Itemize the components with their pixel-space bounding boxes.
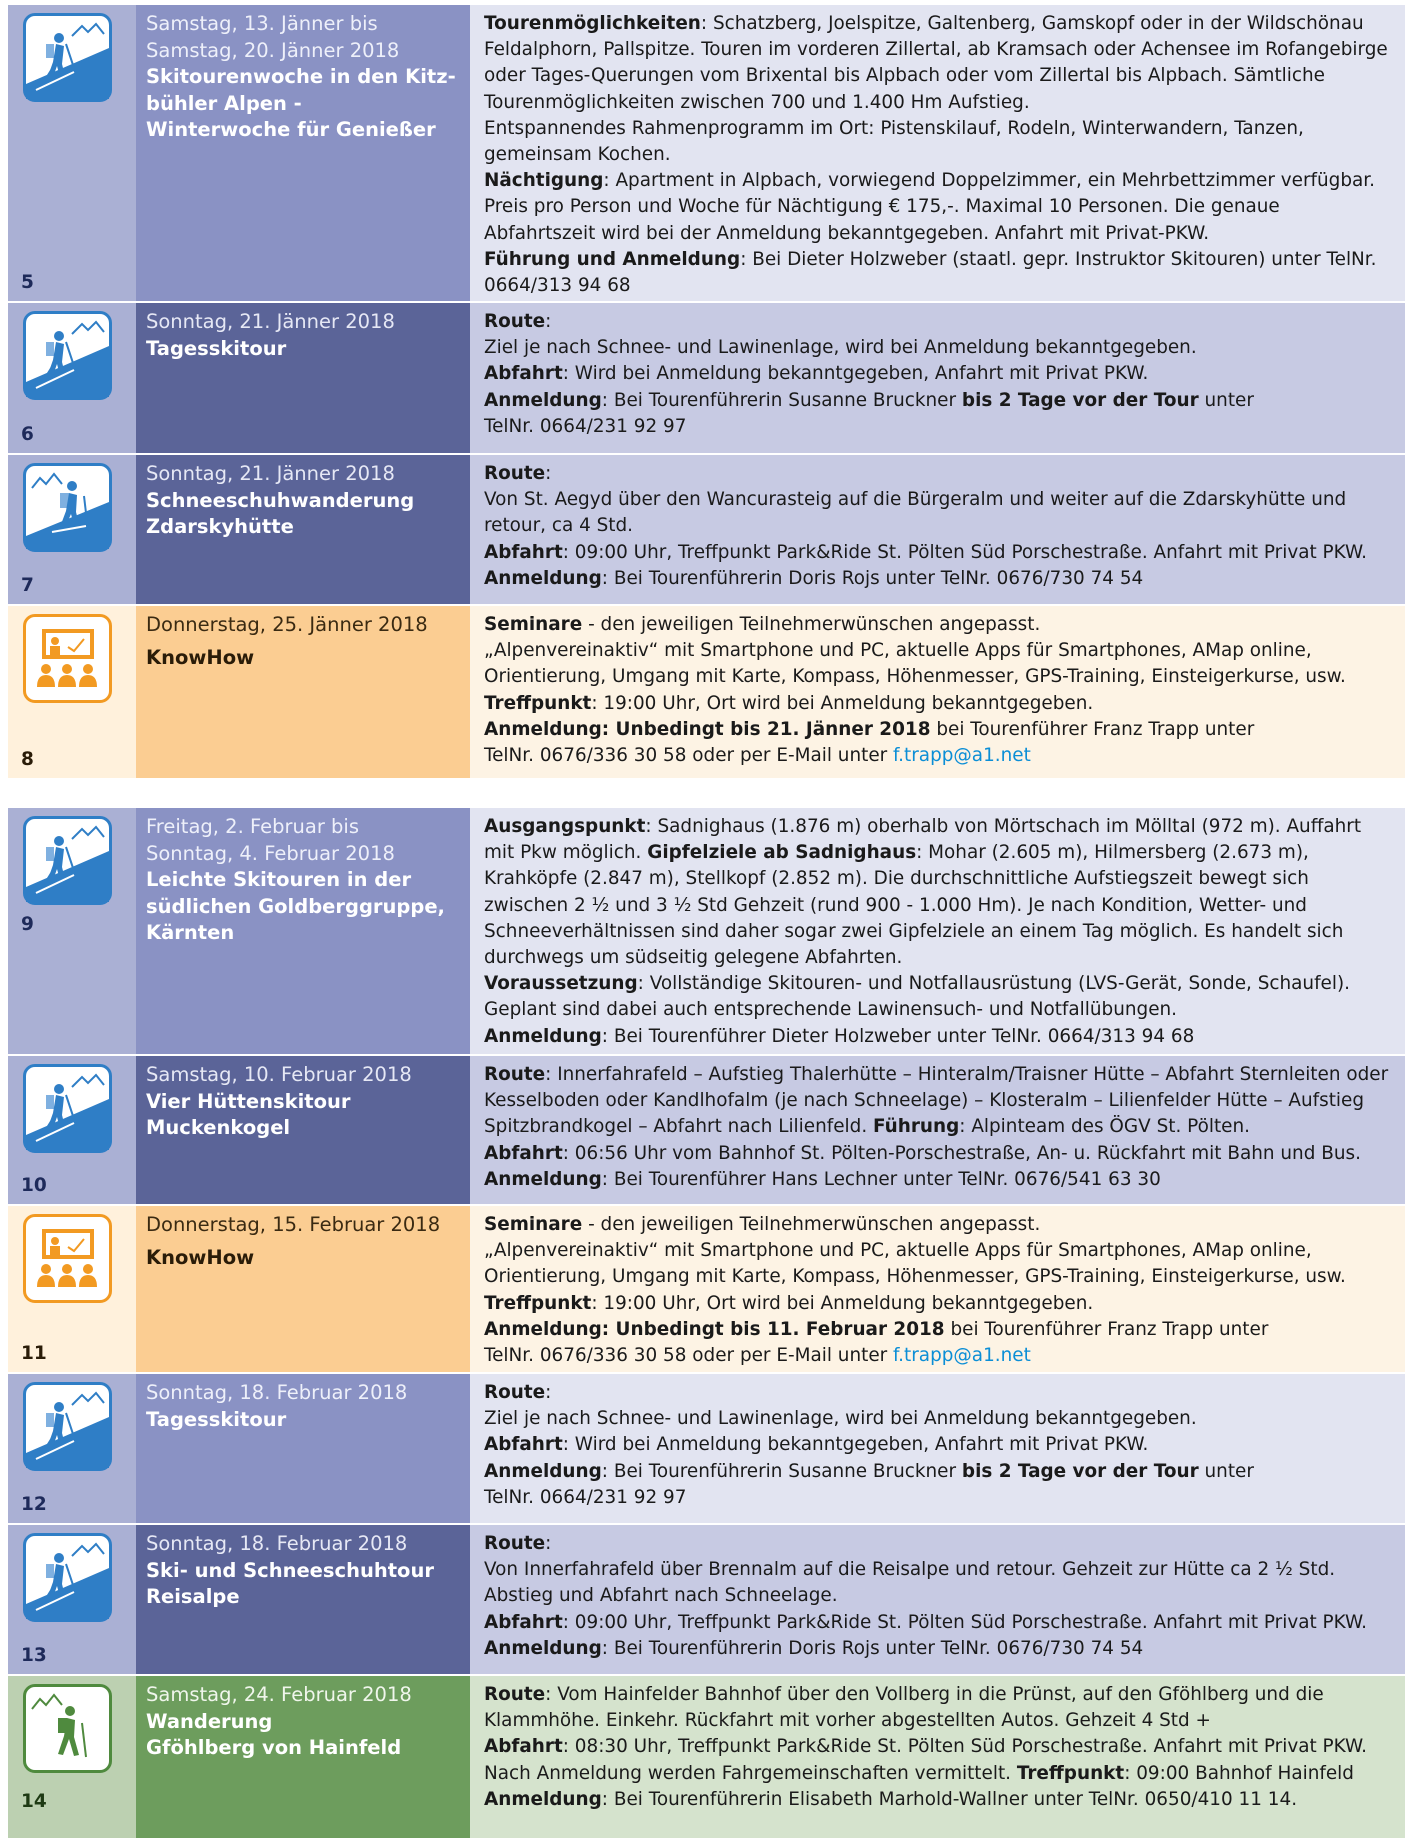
skitour-icon — [23, 816, 112, 905]
event-description: Route: Vom Hainfelder Bahnhof über den Vollberg in die Prünst, auf den Gföhlberg und die Klammhöhe. Einkehr. Rückfahrt mit vorher abgestellten Autos. Gehzeit 4 Std + Abfahrt: 08:30 Uhr, Treffpunkt Park&Ride St. Pölten Süd Porschestraße. Anfahrt mit Privat PKW. Nach Anmeldung werden Fahrgemeinschaften vermittelt. Treffpunkt: 09:00 Bahnhof Hainfeld Anmeldung: Bei Tourenführerin Elisabeth Marhold-Wallner unter TelNr. 0650/410 11 14. — [470, 1676, 1405, 1838]
event-title: bühler Alpen - — [146, 91, 302, 115]
event-date: Freitag, 2. Februar bis — [146, 815, 359, 838]
event-date: Samstag, 10. Februar 2018 — [146, 1063, 412, 1086]
event-title-cell — [136, 808, 470, 1054]
event-title-cell — [136, 1206, 470, 1372]
event-title: Zdarskyhütte — [146, 515, 294, 538]
icon-cell — [8, 1056, 136, 1204]
event-title: Skitourenwoche in den Kitz- — [146, 65, 456, 88]
event-title: Tagesskitour — [146, 1407, 287, 1431]
skitour-icon — [23, 1064, 112, 1153]
event-date: Samstag, 13. Jänner bis — [146, 12, 378, 35]
event-date: Sonntag, 21. Jänner 2018 — [146, 310, 395, 333]
event-date: Sonntag, 18. Februar 2018 — [146, 1532, 408, 1555]
event-date: Samstag, 24. Februar 2018 — [146, 1683, 412, 1706]
event-description: Route: Von Innerfahrafeld über Brennalm auf die Reisalpe und retour. Gehzeit zur Hütte ca 2 ½ Std. Abstieg und Abfahrt nach Schneelage. Abfahrt: 09:00 Uhr, Treffpunkt Park&Ride St. Pölten Süd Porschestraße. Anfahrt mit Privat PKW. Anmeldung: Bei Tourenführerin Doris Rojs unter TelNr. 0676/730 74 54 — [470, 1525, 1405, 1674]
event-number: 11 — [21, 1343, 47, 1364]
event-title-cell — [136, 303, 470, 453]
event-title: KnowHow — [146, 645, 255, 669]
event-title: KnowHow — [146, 1245, 255, 1269]
event-number: 8 — [21, 749, 34, 770]
event-row-5 — [8, 5, 1405, 303]
event-title: Leichte Skitouren in der — [146, 868, 412, 891]
event-title-cell — [136, 5, 470, 301]
event-number: 10 — [21, 1175, 47, 1196]
event-title-cell — [136, 1374, 470, 1523]
event-date: Sonntag, 18. Februar 2018 — [146, 1381, 408, 1404]
event-number: 12 — [21, 1494, 47, 1515]
event-date: Samstag, 20. Jänner 2018 — [146, 38, 400, 62]
skitour-icon — [23, 1382, 112, 1471]
event-date: Sonntag, 4. Februar 2018 — [146, 841, 395, 865]
icon-cell — [8, 606, 136, 778]
event-row-11 — [8, 1206, 1405, 1374]
event-row-12 — [8, 1374, 1405, 1525]
event-title-cell — [136, 1676, 470, 1838]
event-title-cell — [136, 1056, 470, 1204]
snowshoe-hiker-icon — [23, 463, 112, 552]
seminar-icon — [23, 614, 112, 703]
event-date: Donnerstag, 25. Jänner 2018 — [146, 613, 428, 636]
email-link[interactable]: f.trapp@a1.net — [893, 745, 1031, 767]
event-row-9 — [8, 808, 1405, 1056]
hiker-icon — [23, 1684, 112, 1773]
event-row-7 — [8, 455, 1405, 606]
icon-cell — [8, 455, 136, 604]
event-description: Seminare - den jeweiligen Teilnehmerwünschen angepasst. „Alpenvereinaktiv“ mit Smartphone und PC, aktuelle Apps für Smartphones, AMap online, Orientierung, Umgang mit Karte, Kompass, Höhenmesser, GPS-Training, Einsteigerkurse, usw. Treffpunkt: 19:00 Uhr, Ort wird bei Anmeldung bekanntgegeben. Anmeldung: Unbedingt bis 11. Februar 2018 bei Tourenführer Franz Trapp unter TelNr. 0676/336 30 58 oder per E-Mail unter f.trapp@a1.net — [470, 1206, 1405, 1372]
email-link[interactable]: f.trapp@a1.net — [893, 1345, 1031, 1367]
event-title: Reisalpe — [146, 1585, 240, 1608]
skitour-icon — [23, 1533, 112, 1622]
event-row-14 — [8, 1676, 1405, 1838]
event-number: 14 — [21, 1791, 47, 1812]
event-title: Vier Hüttenskitour — [146, 1089, 351, 1113]
event-title: Schneeschuhwanderung — [146, 488, 415, 512]
event-title: südlichen Goldberggruppe, — [146, 894, 445, 918]
event-row-6 — [8, 303, 1405, 455]
icon-cell — [8, 1374, 136, 1523]
event-number: 7 — [21, 575, 34, 596]
event-date: Sonntag, 21. Jänner 2018 — [146, 462, 395, 485]
event-number: 13 — [21, 1645, 47, 1666]
event-title: Winterwoche für Genießer — [146, 118, 436, 141]
icon-cell — [8, 1206, 136, 1372]
event-number: 5 — [21, 272, 34, 293]
event-description: Route: Ziel je nach Schnee- und Lawinenlage, wird bei Anmeldung bekanntgegeben. Abfahrt: Wird bei Anmeldung bekanntgegeben, Anfahrt mit Privat PKW. Anmeldung: Bei Tourenführerin Susanne Bruckner bis 2 Tage vor der Tour unter TelNr. 0664/231 92 97 — [470, 303, 1405, 453]
event-title-cell — [136, 455, 470, 604]
event-row-13 — [8, 1525, 1405, 1676]
event-date: Donnerstag, 15. Februar 2018 — [146, 1213, 441, 1236]
event-description: Tourenmöglichkeiten: Schatzberg, Joelspitze, Galtenberg, Gamskopf oder in der Wildschönau Feldalphorn, Pallspitze. Touren im vorderen Zillertal, ab Kramsach oder Achensee im Rofangebirge oder Tages-Querungen vom Brixental bis Alpbach oder vom Zillertal bis Alpbach. Sämtliche Tourenmöglichkeiten zwischen 700 und 1.400 Hm Aufstieg. Entspannendes Rahmenprogramm im Ort: Pistenskilauf, Rodeln, Winterwandern, Tanzen, gemeinsam Kochen. Nächtigung: Apartment in Alpbach, vorwiegend Doppelzimmer, ein Mehrbettzimmer verfügbar. Preis pro Person und Woche für Nächtigung € 175,-. Maximal 10 Personen. Die genaue Abfahrtszeit wird bei der Anmeldung bekanntgegeben. Anfahrt mit Privat-PKW. Führung und Anmeldung: Bei Dieter Holzweber (staatl. gepr. Instruktor Skitouren) unter TelNr. 0664/313 94 68 — [470, 5, 1405, 301]
event-description: Route: Von St. Aegyd über den Wancurasteig auf die Bürgeralm und weiter auf die Zdarskyhütte und retour, ca 4 Std. Abfahrt: 09:00 Uhr, Treffpunkt Park&Ride St. Pölten Süd Porschestraße. Anfahrt mit Privat PKW. Anmeldung: Bei Tourenführerin Doris Rojs unter TelNr. 0676/730 74 54 — [470, 455, 1405, 604]
event-title: Gföhlberg von Hainfeld — [146, 1736, 402, 1759]
icon-cell — [8, 1525, 136, 1674]
icon-cell — [8, 5, 136, 301]
event-title: Wanderung — [146, 1709, 273, 1733]
skitour-icon — [23, 311, 112, 400]
event-title: Muckenkogel — [146, 1116, 291, 1139]
event-number: 6 — [21, 424, 34, 445]
event-number: 9 — [21, 914, 34, 935]
event-title: Ski- und Schneeschuhtour — [146, 1558, 434, 1582]
event-title: Tagesskitour — [146, 336, 287, 360]
event-description: Seminare - den jeweiligen Teilnehmerwünschen angepasst. „Alpenvereinaktiv“ mit Smartphone und PC, aktuelle Apps für Smartphones, AMap online, Orientierung, Umgang mit Karte, Kompass, Höhenmesser, GPS-Training, Einsteigerkurse, usw. Treffpunkt: 19:00 Uhr, Ort wird bei Anmeldung bekanntgegeben. Anmeldung: Unbedingt bis 21. Jänner 2018 bei Tourenführer Franz Trapp unter TelNr. 0676/336 30 58 oder per E-Mail unter f.trapp@a1.net — [470, 606, 1405, 778]
event-row-10 — [8, 1056, 1405, 1206]
event-title-cell — [136, 1525, 470, 1674]
icon-cell — [8, 1676, 136, 1838]
event-title: Kärnten — [146, 921, 235, 944]
seminar-icon — [23, 1214, 112, 1303]
event-row-8 — [8, 606, 1405, 780]
event-description: Route: Innerfahrafeld – Aufstieg Thalerhütte – Hinteralm/Traisner Hütte – Abfahrt Sternleiten oder Kesselboden oder Kandlhofalm (je nach Schneelage) – Klosteralm – Lilienfelder Hütte – Aufstieg Spitzbrandkogel – Abfahrt nach Lilienfeld. Führung: Alpinteam des ÖGV St. Pölten. Abfahrt: 06:56 Uhr vom Bahnhof St. Pölten-Porschestraße, An- u. Rückfahrt mit Bahn und Bus. Anmeldung: Bei Tourenführer Hans Lechner unter TelNr. 0676/541 63 30 — [470, 1056, 1405, 1204]
icon-cell — [8, 303, 136, 453]
icon-cell — [8, 808, 136, 1054]
skitour-icon — [23, 13, 112, 102]
event-description: Ausgangspunkt: Sadnighaus (1.876 m) oberhalb von Mörtschach im Mölltal (972 m). Auffahrt mit Pkw möglich. Gipfelziele ab Sadnighaus: Mohar (2.605 m), Hilmersberg (2.673 m), Krahköpfe (2.847 m), Stellkopf (2.852 m). Die durchschnittliche Aufstiegszeit bewegt sich zwischen 2 ½ und 3 ½ Std Gehzeit (rund 900 - 1.000 Hm). Je nach Kondition, Wetter- und Schneeverhältnissen sind daher sogar zwei Gipfelziele an einem Tag möglich. Es handelt sich durchwegs um südseitig gelegene Abfahrten. Voraussetzung: Vollständige Skitouren- und Notfallausrüstung (LVS-Gerät, Sonde, Schaufel). Geplant sind dabei auch entsprechende Lawinensuch- und Notfallübungen. Anmeldung: Bei Tourenführer Dieter Holzweber unter TelNr. 0664/313 94 68 — [470, 808, 1405, 1054]
event-title-cell — [136, 606, 470, 778]
event-description: Route: Ziel je nach Schnee- und Lawinenlage, wird bei Anmeldung bekanntgegeben. Abfahrt: Wird bei Anmeldung bekanntgegeben, Anfahrt mit Privat PKW. Anmeldung: Bei Tourenführerin Susanne Bruckner bis 2 Tage vor der Tour unter TelNr. 0664/231 92 97 — [470, 1374, 1405, 1523]
